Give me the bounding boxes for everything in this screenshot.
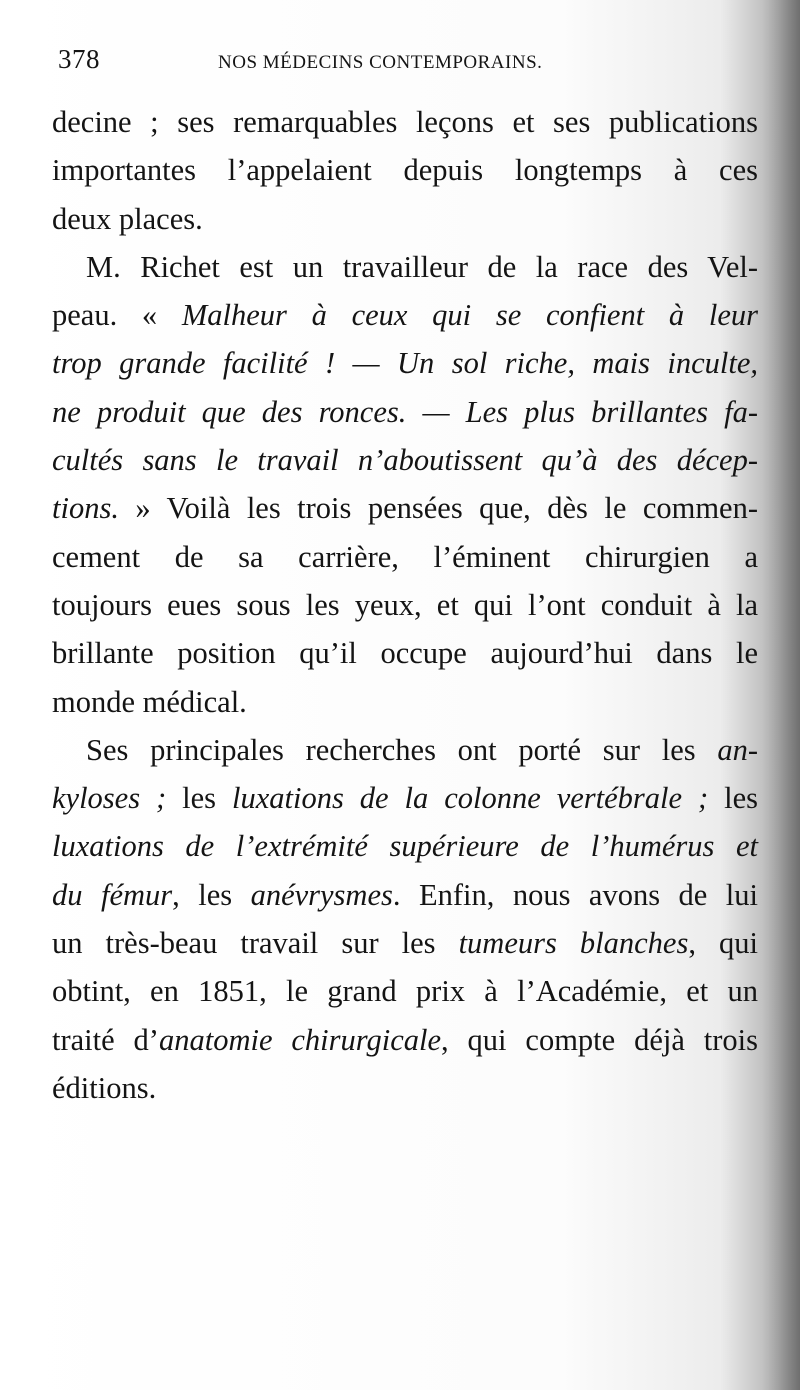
text-line: kyloses ; les luxations de la colonne vertébrale ; les <box>52 781 758 816</box>
text-line: luxations de l’extrémité supérieure de l’humérus et <box>52 829 758 864</box>
text-line: tions. » Voilà les trois pensées que, dès le commen- <box>52 491 758 526</box>
page-header <box>58 44 718 84</box>
text-line: decine ; ses remarquables leçons et ses publications <box>52 105 758 139</box>
text-line: toujours eues sous les yeux, et qui l’ont conduit à la <box>52 587 758 622</box>
text-line: importantes l’appelaient depuis longtemps à ces <box>52 153 758 188</box>
binding-shadow <box>762 0 800 1390</box>
text-line: deux places. <box>52 201 203 236</box>
text-line: éditions. <box>52 1070 157 1105</box>
text-line: obtint, en 1851, le grand prix à l’Académie, et un <box>52 974 758 1009</box>
text-line: M. Richet est un travailleur de la race des Vel- <box>86 249 758 284</box>
text-line: peau. « Malheur à ceux qui se confient à leur <box>52 298 758 333</box>
page-number: 378 <box>58 44 100 74</box>
text-line: brillante position qu’il occupe aujourd’hui dans le <box>52 636 758 671</box>
text-line: ne produit que des ronces. — Les plus brillantes fa- <box>52 394 758 429</box>
running-title: NOS MÉDECINS CONTEMPORAINS. <box>218 52 543 73</box>
text-line: un très-beau travail sur les tumeurs blanches, qui <box>52 926 758 961</box>
text-line: traité d’anatomie chirurgicale, qui compte déjà trois <box>52 1022 759 1057</box>
text-line: trop grande facilité ! — Un sol riche, mais inculte, <box>52 346 758 381</box>
text-line: monde médical. <box>52 684 247 719</box>
body-text <box>52 98 758 1112</box>
text-line: Ses principales recherches ont porté sur les an- <box>86 732 758 767</box>
text-line: cultés sans le travail n’aboutissent qu’à des décep- <box>52 443 758 478</box>
text-line: du fémur, les anévrysmes. Enfin, nous avons de lui <box>52 877 758 912</box>
text-line: cement de sa carrière, l’éminent chirurgien a <box>52 539 758 574</box>
